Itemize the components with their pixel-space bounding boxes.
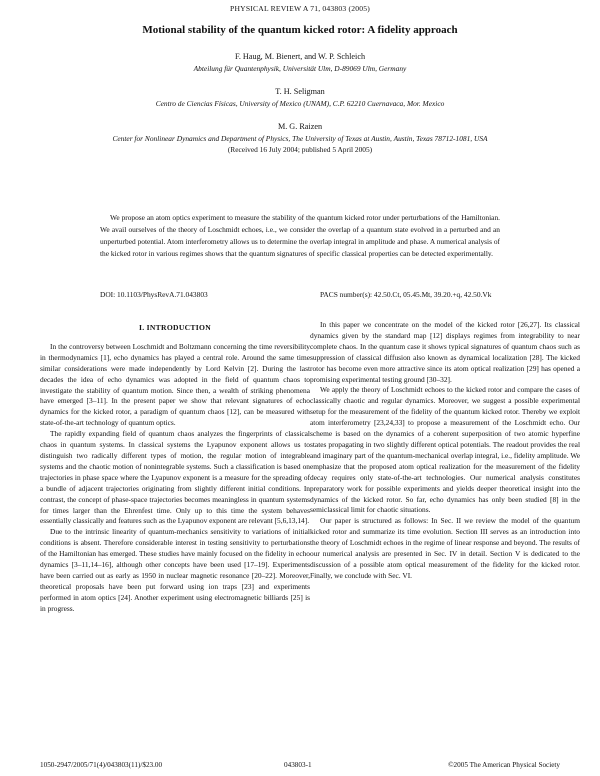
left-paragraph: In the controversy between Loschmidt and Boltzmann concerning the time reversibility in thermodynamics [1], echo dynamics has played a central role. Around the same time similar considerations were made independently by Lord Kelvin [2]. During the last decades the idea of echo dynamics was adopted in the field of quantum chaos to investigate the stability of quantum motion. Since then, a wealth of striking phenomena have emerged [3–11]. In the present paper we show that relevant signatures of echo dynamics for the kicked rotor, a paradigm of quantum chaos [12], can be measured with state-of-the-art technology of quantum optics. xyxy=(40,341,310,428)
affiliation-1: Abteilung für Quantenphysik, Universität Ulm, D-89069 Ulm, Germany xyxy=(193,64,407,73)
received-date: (Received 16 July 2004; published 5 April 2005) xyxy=(227,145,373,154)
footer-page-number: 043803-1 xyxy=(284,761,312,769)
journal-header: PHYSICAL REVIEW A 71, 043803 (2005) xyxy=(230,4,370,13)
left-column xyxy=(40,320,310,615)
paper-title: Motional stability of the quantum kicked rotor: A fidelity approach xyxy=(142,24,458,36)
right-paragraph: We apply the theory of Loschmidt echoes to the kicked rotor and compare the cases of classically chaotic and regular dynamics. Moreover, we suggest a possible experimental setup for the measurement of the fidelity of the quantum kicked rotor. Thereby we exploit atom interferometry [23,24,33] to propose a measurement of the Loschmidt echo. Our scheme is based on the dynamics of a coherent superposition of two atomic hyperfine states propagating in two slightly different optical potentials. The readout provides the real and imaginary part of the quantum-mechanical overlap integral, i.e., fidelity amplitude. We emphasize that the proposed atom optical realization for the measurement of the fidelity decay requires only state-of-the-art technologies. Our numerical analysis constitutes preparatory work for possible experiments and yields deeper theoretical insight into the dynamics of the kicked rotor. So far, echo dynamics has only been studied [8] in the semiclassical limit for chaotic situations. xyxy=(310,385,580,515)
footer-issn: 1050-2947/2005/71(4)/043803(11)/$23.00 xyxy=(40,761,163,769)
affiliation-3: Center for Nonlinear Dynamics and Department of Physics, The University of Texas at Austin, Austin, Texas 78712-1081, USA xyxy=(112,134,488,143)
right-paragraph: Our paper is structured as follows: In Sec. II we review the model of the quantum kicked rotor and summarize its time evolution. Section III serves as an introduction into the theory of Loschmidt echoes in the regime of linear response and beyond. The results of our numerical analysis are presented in Sec. IV in detail. Section V is dedicated to the discussion of a possible atom optical measurement of the fidelity for the kicked rotor. Finally, we conclude with Sec. VI. xyxy=(310,516,580,580)
author-line-3: M. G. Raizen xyxy=(277,122,323,131)
footer-copyright: ©2005 The American Physical Society xyxy=(448,761,560,769)
doi: DOI: 10.1103/PhysRevA.71.043803 xyxy=(100,290,208,299)
author-line-1: F. Haug, M. Bienert, and W. P. Schleich xyxy=(234,52,366,61)
right-paragraph: In this paper we concentrate on the model of the kicked rotor [26,27]. Its classical dynamics given by the standard map [12] displays regimes from integrability to near complete chaos. In the quantum case it shows typical signatures of quantum chaos such as suppression of classical diffusion also known as dynamical localization [28]. The kicked rotor has become even more attractive since its atom optical realization [29] has opened a promising experimental testing ground [30–32]. xyxy=(310,320,580,384)
abstract: We propose an atom optics experiment to measure the stability of the quantum kicked rotor under perturbations of the Hamiltonian. We avail ourselves of the theory of Loschmidt echoes, i.e., we consider the overlap of a quantum state evolved in a perturbed and an unperturbed potential. Atom interferometry allows us to determine the overlap integral in amplitude and phase. A numerical analysis of the kicked rotor in various regimes shows that the quantum signatures of specific classical properties can be detected experimentally. xyxy=(100,213,500,259)
left-paragraph: The rapidly expanding field of quantum chaos analyzes the fingerprints of classical chaos in quantum systems. In classical systems the Lyapunov exponent allows us to distinguish two radically different types of motion, the regular motion of integrable systems and the chaotic motion of nonintegrable systems. Such a classification is based on trajectories in phase space where the Lyapunov exponent is a measure for the spreading of a bundle of adjacent trajectories originating from slightly different initial conditions. In contrast, the concept of phase-space trajectories becomes meaningless in quantum systems for times larger than the Ehrenfest time. Only up to this time the system behaves essentially classically and features such as the Lyapunov exponent are relevant [5,6,13,14]. xyxy=(40,429,310,526)
right-column xyxy=(310,320,580,582)
left-paragraph: Due to the intrinsic linearity of quantum-mechanics sensitivity to variations of initial conditions is absent. Therefore considerable interest in testing sensitivity to perturbations of the Hamiltonian has emerged. These studies have mainly focused on the fidelity in echo dynamics [3–11,14–16], although other concepts have been used [17–19]. Experiments have been carried out as early as 1950 in nuclear magnetic resonance [20–22]. Moreover, theoretical proposals have been put forward using ion traps [23] and experiments performed in atom optics [24]. Another experiment using electromagnetic billiards [25] is in progress. xyxy=(40,527,310,613)
section-title: I. INTRODUCTION xyxy=(138,323,211,332)
pacs-numbers: PACS number(s): 42.50.Ct, 05.45.Mt, 39.20.+q, 42.50.Vk xyxy=(320,290,492,299)
author-line-2: T. H. Seligman xyxy=(275,87,325,96)
affiliation-2: Centro de Ciencias Físicas, University of Mexico (UNAM), C.P. 62210 Cuernavaca, Mor. Mexico xyxy=(155,99,445,108)
